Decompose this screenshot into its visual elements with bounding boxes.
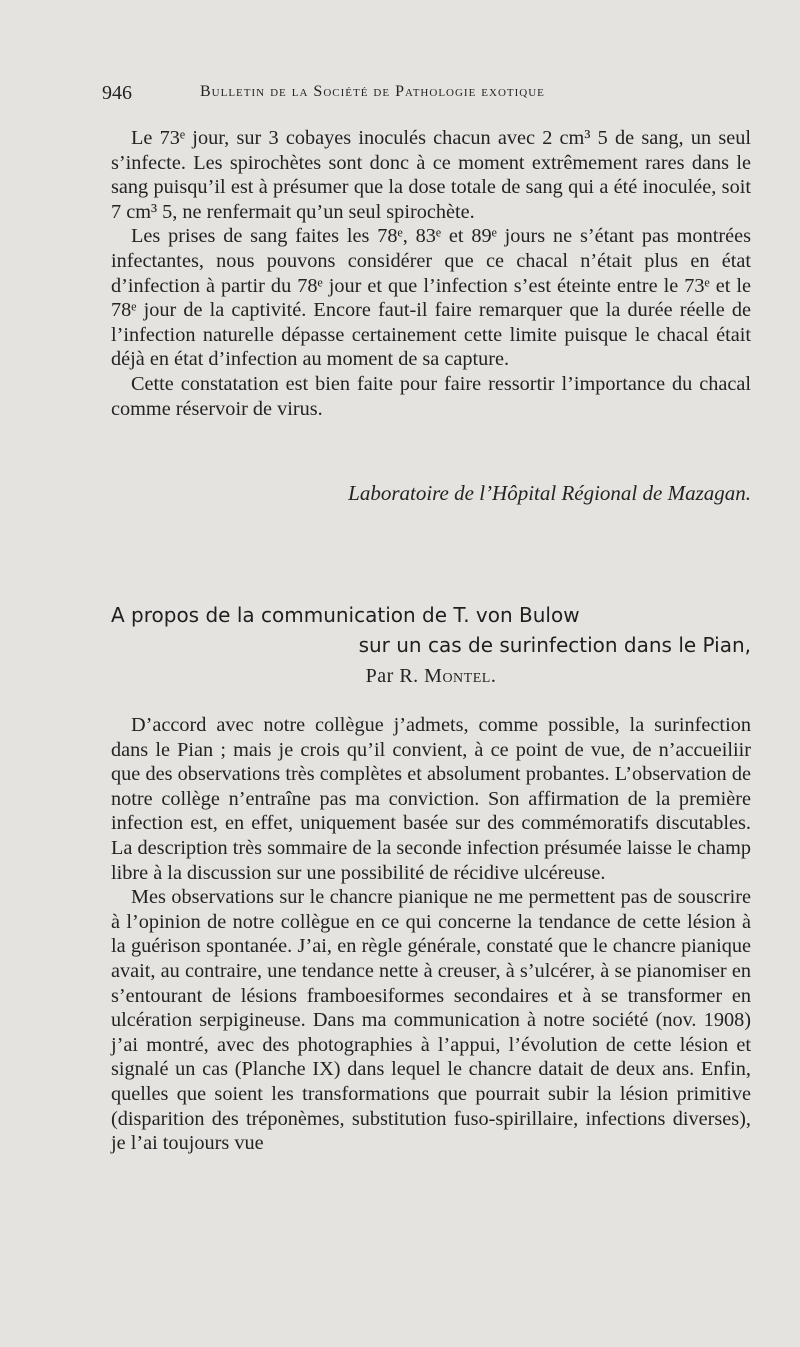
article-title-line-2: sur un cas de surinfection dans le Pian, bbox=[358, 633, 751, 657]
paragraph: Les prises de sang faites les 78ᵉ, 83ᵉ et 89ᵉ jours ne s’étant pas montrées infectantes, nous pouvons considérer que ce chacal n’était plus en état d’infection à partir du 78ᵉ jour et que l’infection s’est éteinte entre le 73ᵉ et le 78ᵉ jour de la captivité. Encore faut-il faire remarquer que la durée réelle de l’infection naturelle dépasse certainement cette limite puisque le chacal était déjà en état d’infection au moment de sa capture. bbox=[111, 225, 751, 371]
running-title: Bulletin de la Société de Pathologie exotique bbox=[200, 83, 545, 100]
paragraph: Mes observations sur le chancre pianique ne me permettent pas de souscrire à l’opinion de notre collègue en ce qui concerne la tendance de cette lésion à la guérison spontanée. J’ai, en règle générale, constaté que le chancre pianique avait, au contraire, une tendance nette à creuser, à s’ulcérer, à se pianomiser en s’entourant de lésions framboesiformes secondaires et à se transformer en ulcération serpigineuse. Dans ma communication à notre société (nov. 1908) j’ai montré, avec des photographies à l’appui, l’évolution de cette lésion et signalé un cas (Planche IX) dans lequel le chancre datait de deux ans. Enfin, quelles que soient les transformations que pourrait subir la lésion primitive (disparition des tréponèmes, substitution fuso-spirillaire, infections diverses), je l’ai toujours vue bbox=[111, 886, 751, 1155]
laboratory-signature: Laboratoire de l’Hôpital Régional de Mazagan. bbox=[348, 481, 751, 505]
article-author bbox=[111, 665, 751, 688]
article-body bbox=[111, 713, 751, 1156]
article-title bbox=[111, 600, 751, 660]
section-continued-text bbox=[111, 126, 751, 421]
author-prefix: Par R. bbox=[365, 665, 419, 687]
author-name: Montel. bbox=[424, 665, 497, 687]
paragraph: Le 73ᵉ jour, sur 3 cobayes inoculés chacun avec 2 cm³ 5 de sang, un seul s’infecte. Les spirochètes sont donc à ce moment extrêmement rares dans le sang puisqu’il est à présumer que la dose totale de sang qui a été inoculée, soit 7 cm³ 5, ne renfermait qu’un seul spirochète. bbox=[111, 127, 751, 223]
article-title-line-1: A propos de la communication de T. von Bulow bbox=[111, 603, 580, 627]
page-number: 946 bbox=[102, 82, 132, 104]
paragraph: D’accord avec notre collègue j’admets, comme possible, la surinfection dans le Pian ; mais je crois qu’il convient, à ce point de vue, de n’accueiliir que des observations très complètes et absolument probantes. L’observation de notre collège n’entraîne pas ma conviction. Son affirmation de la première infection est, en effet, uniquement basée sur des commémoratifs discutables. La description très sommaire de la seconde infection présumée laisse le champ libre à la discussion sur une possibilité de récidive ulcéreuse. bbox=[111, 714, 751, 884]
paragraph: Cette constatation est bien faite pour faire ressortir l’importance du chacal comme réservoir de virus. bbox=[111, 372, 751, 420]
page-header bbox=[102, 82, 762, 110]
